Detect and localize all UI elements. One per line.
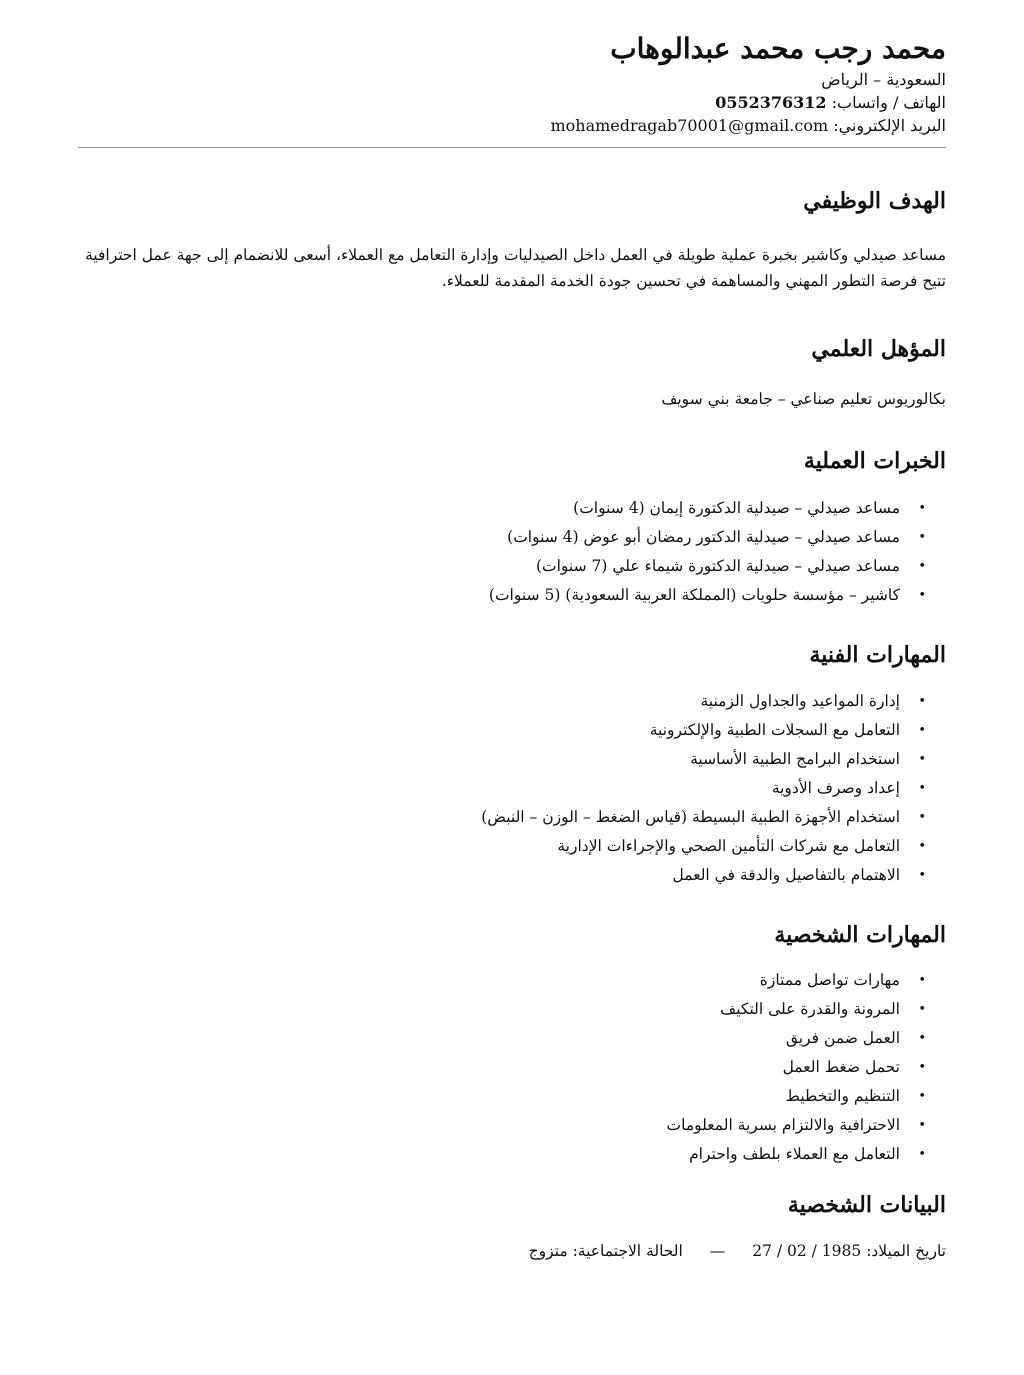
resume-page [78, 0, 946, 1375]
list-item: • مهارات تواصل ممتازة [78, 966, 946, 995]
birth-date-label: تاريخ الميلاد: [866, 1242, 946, 1260]
personal-data-line [78, 1238, 946, 1264]
bullet-icon: • [918, 501, 926, 516]
education-section [78, 334, 946, 412]
email-value: mohamedragab70001@gmail.com [550, 116, 829, 135]
list-item: • التعامل مع شركات التأمين الصحي والإجراءات الإدارية [78, 832, 946, 861]
candidate-name: محمد رجب محمد عبدالوهاب [610, 32, 946, 65]
header-divider [78, 147, 946, 148]
list-item: • المرونة والقدرة على التكيف [78, 995, 946, 1024]
personal-data-section [78, 1190, 946, 1264]
marital-status-label: الحالة الاجتماعية: [572, 1242, 683, 1260]
bullet-icon: • [918, 1031, 926, 1046]
bullet-icon: • [918, 559, 926, 574]
experience-title: الخبرات العملية [803, 448, 946, 474]
objective-section [78, 186, 946, 294]
education-title: المؤهل العلمي [811, 336, 946, 362]
list-item: • الاهتمام بالتفاصيل والدقة في العمل [78, 861, 946, 890]
experience-section [78, 446, 946, 610]
bullet-icon: • [918, 868, 926, 883]
list-item: • الاحترافية والالتزام بسرية المعلومات [78, 1111, 946, 1140]
list-item: • مساعد صيدلي – صيدلية الدكتور رمضان أبو عوض (4 سنوات) [78, 523, 946, 552]
technical-skills-list [78, 687, 946, 890]
bullet-icon: • [918, 1089, 926, 1104]
list-item: • تحمل ضغط العمل [78, 1053, 946, 1082]
phone-value: 0552376312 [715, 93, 827, 112]
list-item: • استخدام البرامج الطبية الأساسية [78, 745, 946, 774]
list-item: • مساعد صيدلي – صيدلية الدكتورة شيماء علي (7 سنوات) [78, 552, 946, 581]
bullet-icon: • [918, 752, 926, 767]
email-label: البريد الإلكتروني: [833, 116, 946, 135]
bullet-icon: • [918, 1002, 926, 1017]
list-item: • التعامل مع السجلات الطبية والإلكترونية [78, 716, 946, 745]
bullet-icon: • [918, 1060, 926, 1075]
list-item: • التعامل مع العملاء بلطف واحترام [78, 1140, 946, 1169]
email-line [78, 114, 946, 137]
bullet-icon: • [918, 839, 926, 854]
list-item: • العمل ضمن فريق [78, 1024, 946, 1053]
bullet-icon: • [918, 588, 926, 603]
list-item: • التنظيم والتخطيط [78, 1082, 946, 1111]
soft-skills-section [78, 920, 946, 1169]
phone-label: الهاتف / واتساب: [831, 93, 946, 112]
bullet-icon: • [918, 694, 926, 709]
bullet-icon: • [918, 1118, 926, 1133]
soft-skills-list [78, 966, 946, 1169]
marital-status-value: متزوج [528, 1242, 568, 1260]
bullet-icon: • [918, 723, 926, 738]
personal-data-title: البيانات الشخصية [787, 1192, 946, 1218]
bullet-icon: • [918, 973, 926, 988]
location-line [78, 68, 946, 91]
list-item: • كاشير – مؤسسة حلويات (المملكة العربية السعودية) (5 سنوات) [78, 581, 946, 610]
education-text: بكالوريوس تعليم صناعي – جامعة بني سويف [661, 390, 946, 408]
objective-title: الهدف الوظيفي [803, 188, 946, 214]
field-separator: — [709, 1242, 726, 1260]
location-text: السعودية – الرياض [821, 70, 946, 89]
bullet-icon: • [918, 530, 926, 545]
birth-date-value: 27 / 02 / 1985 [752, 1242, 862, 1260]
soft-skills-title: المهارات الشخصية [774, 922, 946, 948]
experience-list [78, 494, 946, 610]
phone-line [78, 91, 946, 114]
objective-text: مساعد صيدلي وكاشير بخبرة عملية طويلة في العمل داخل الصيدليات وإدارة التعامل مع العملاء، أسعى للانضمام إلى جهة عمل احترافية تتيح فرصة التطور المهني والمساهمة في تحسين جودة الخدمة المقدمة للعملاء. [85, 246, 946, 290]
resume-header [78, 30, 946, 137]
list-item: • مساعد صيدلي – صيدلية الدكتورة إيمان (4 سنوات) [78, 494, 946, 523]
list-item: • إعداد وصرف الأدوية [78, 774, 946, 803]
bullet-icon: • [918, 1147, 926, 1162]
technical-skills-title: المهارات الفنية [809, 642, 946, 668]
list-item: • استخدام الأجهزة الطبية البسيطة (قياس الضغط – الوزن – النبض) [78, 803, 946, 832]
bullet-icon: • [918, 810, 926, 825]
list-item: • إدارة المواعيد والجداول الزمنية [78, 687, 946, 716]
technical-skills-section [78, 640, 946, 890]
bullet-icon: • [918, 781, 926, 796]
